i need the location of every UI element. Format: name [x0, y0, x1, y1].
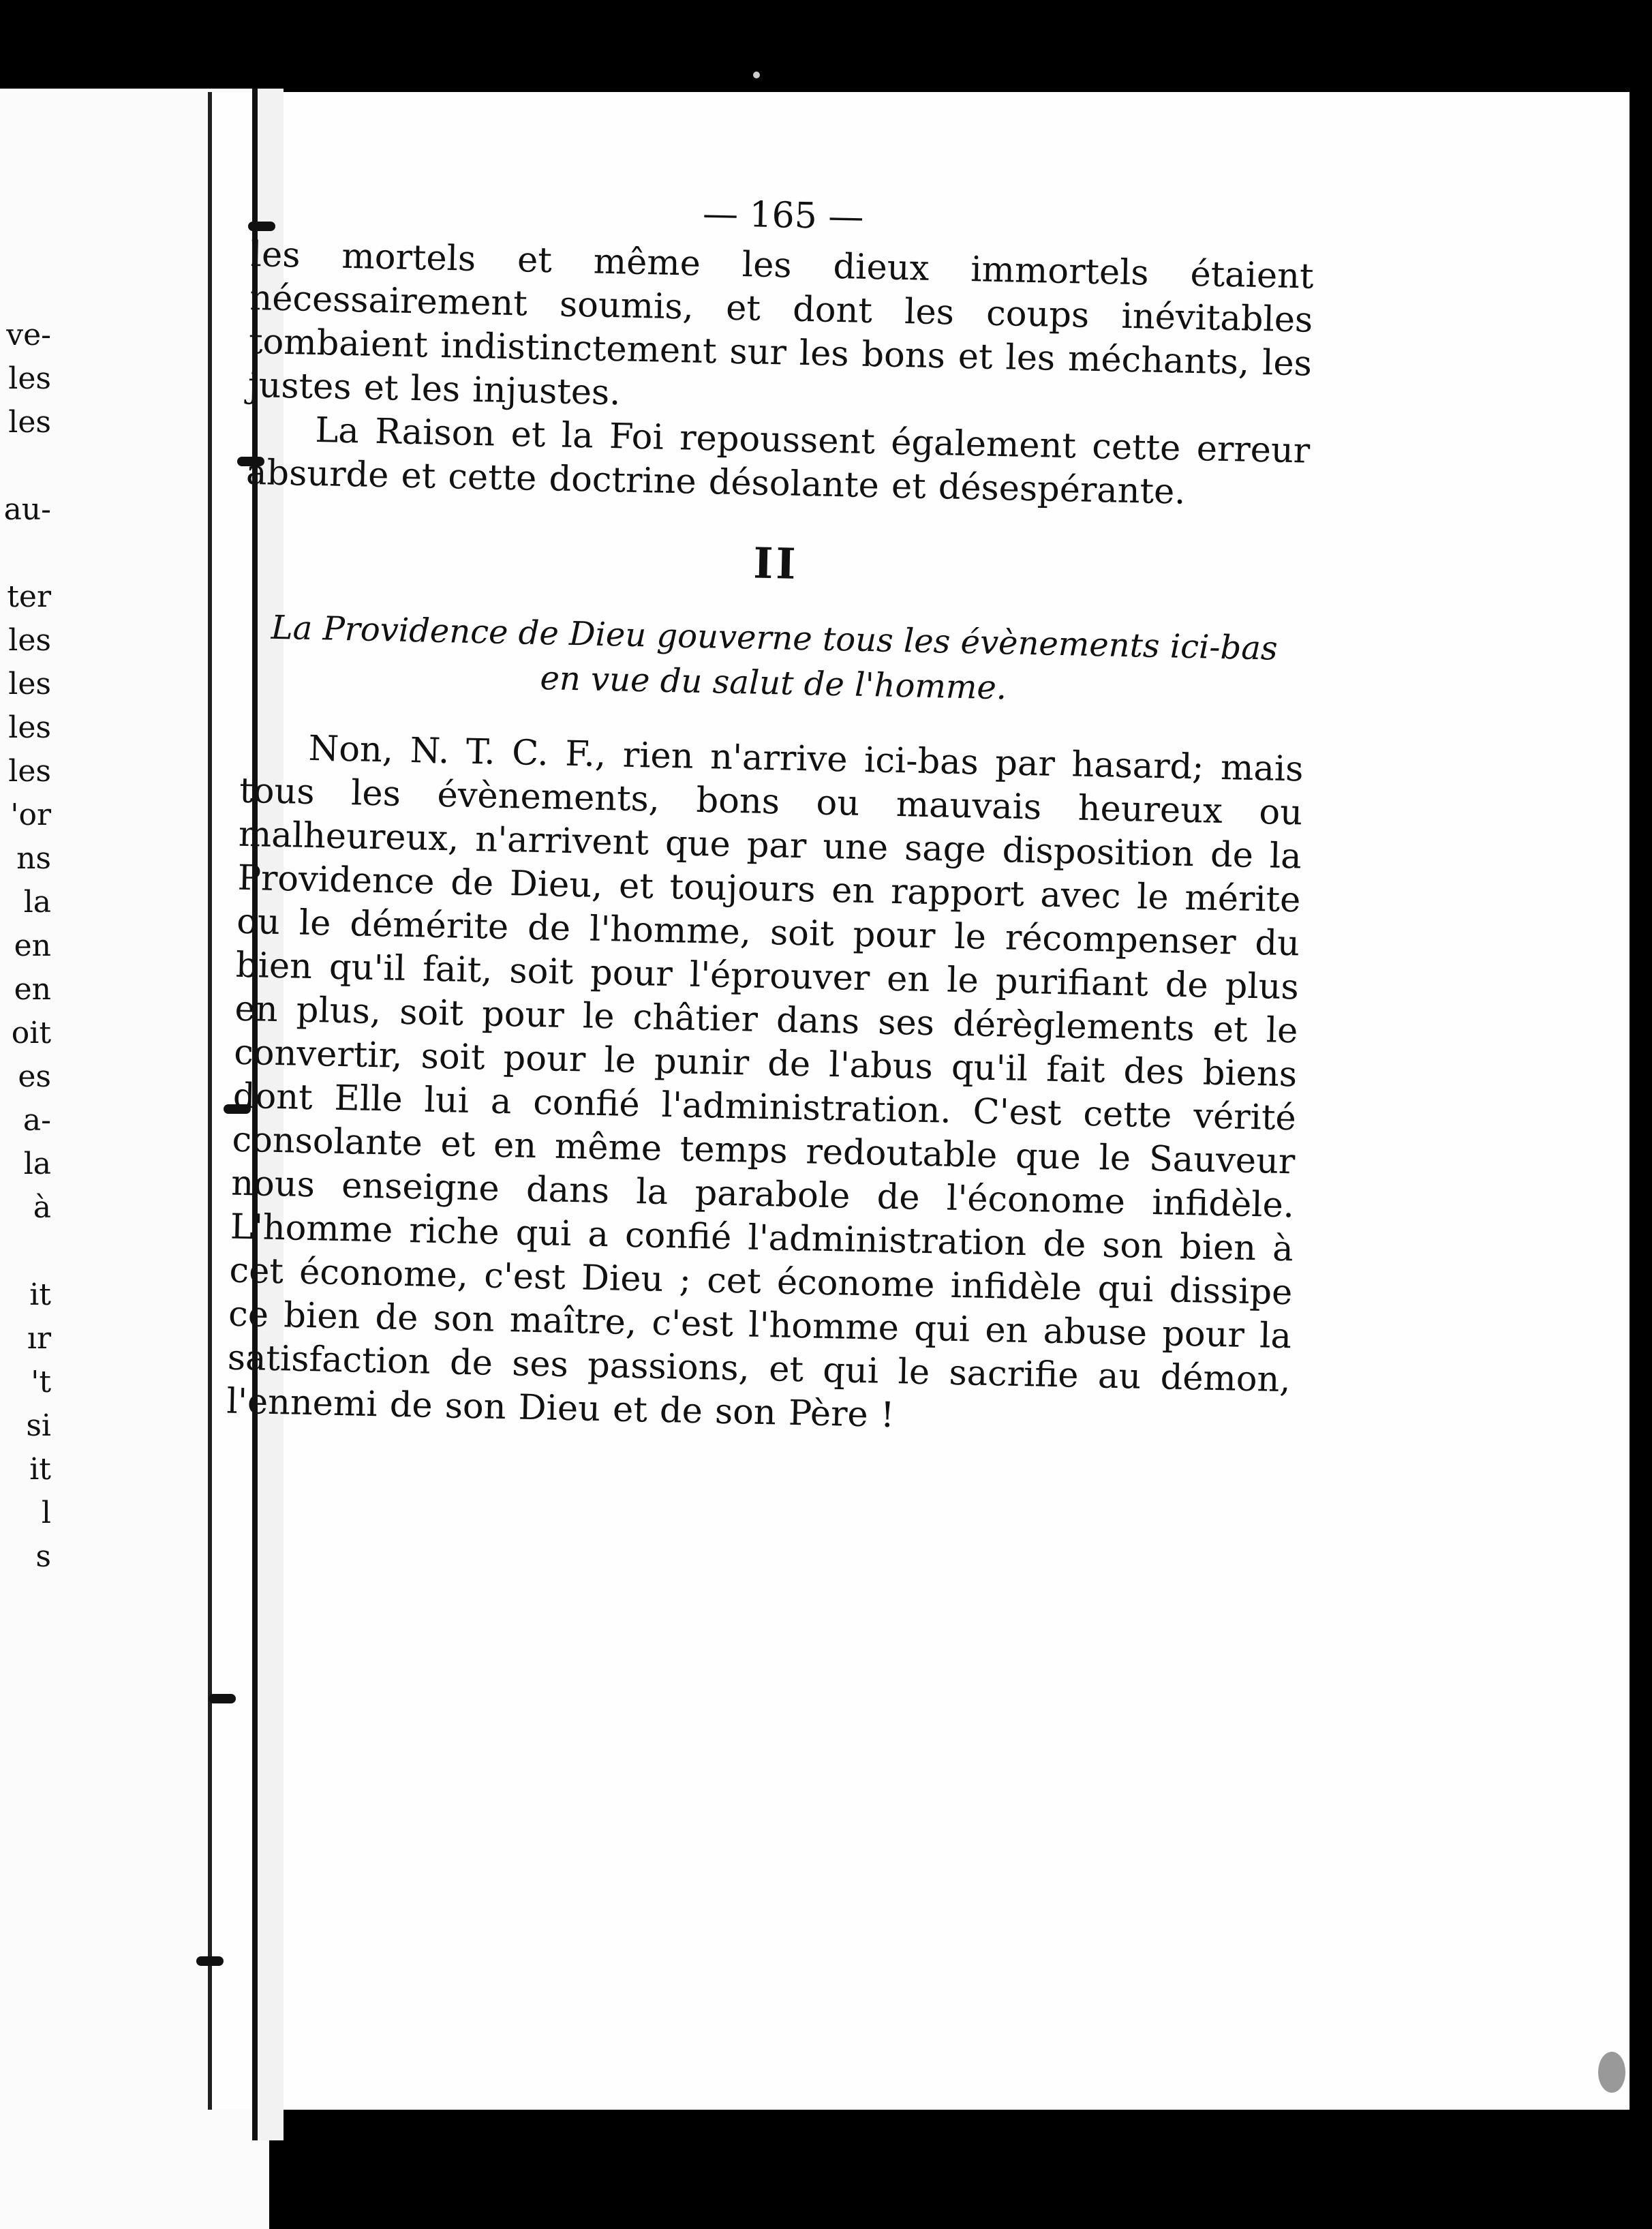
left-line: l [41, 1496, 51, 1530]
page-content [226, 184, 1315, 1446]
left-line: ter [7, 579, 51, 614]
binding-stitch [196, 1956, 224, 1966]
left-line: ve- [6, 318, 51, 352]
section-title: La Providence de Dieu gouverne tous les évènements ici-bas en vue du salut de l'homme. [271, 608, 1279, 708]
left-line: les [8, 754, 51, 789]
left-line: les [8, 623, 51, 658]
section-number: II [752, 538, 799, 589]
left-page-text [0, 314, 51, 1579]
left-line: 't [31, 1365, 51, 1399]
left-line: à [33, 1190, 51, 1225]
scan-speck [1598, 2052, 1625, 2093]
left-line: la [23, 1147, 51, 1181]
left-line [0, 444, 51, 488]
paragraph: La Raison et la Foi repoussent également cette erreur absurde et cette doctrine désolante et désespérante. [245, 410, 1311, 513]
left-line: en [14, 972, 51, 1007]
left-line: a- [22, 1103, 51, 1138]
left-line: les [8, 405, 51, 440]
left-line: la [23, 885, 51, 920]
left-line: 'or [10, 798, 51, 832]
left-line: en [14, 928, 51, 963]
left-line: it [29, 1277, 51, 1312]
left-line: ns [16, 841, 51, 876]
left-line: si [26, 1408, 51, 1443]
left-line: ır [27, 1321, 51, 1356]
page-number: — 165 — [702, 193, 864, 238]
left-line: les [8, 667, 51, 701]
left-line: es [18, 1059, 51, 1094]
left-line: it [29, 1452, 51, 1487]
binding-stitch [209, 1694, 236, 1703]
left-line: s [35, 1539, 51, 1574]
paragraph: Non, N. T. C. F., rien n'arrive ici-bas par hasard; mais tous les évènements, bons ou mauvais heureux ou malheureux, n'arrivent que par une sage disposition de la Providence de Dieu, et toujours en rapport avec le mérite ou le démérite de l'homme, soit pour le récompenser du bien qu'il fait, soit pour l'éprouver en le purifiant de plus en plus, soit pour le châtier dans ses dérèglements et le convertir, soit pour le punir de l'abus qu'il fait des biens dont Elle lui a confié l'administration. C'est cette vérité consolante et en même temps redoutable que le Sauveur nous enseigne dans la parabole de l'économe infidèle. L'homme riche qui a confié l'administration de son bien à cet économe, c'est Dieu ; cet économe infidèle qui dissipe ce bien de son maître, c'est l'homme qui en abuse pour la satisfaction de ses passions, et qui le sacrifie au démon, l'ennemi de son Dieu et de son Père ! [226, 728, 1304, 1436]
paragraph: les mortels et même les dieux immortels étaient nécessairement soumis, et dont les coups inévitables tombaient indistinctement sur les bons et les méchants, les justes et les injustes. [247, 234, 1315, 414]
left-line [0, 1230, 51, 1273]
left-line [0, 532, 51, 575]
scan-speck [753, 72, 760, 78]
left-line: les [8, 361, 51, 396]
left-line: les [8, 710, 51, 745]
left-line: oit [11, 1016, 51, 1050]
left-line: au- [3, 492, 51, 527]
